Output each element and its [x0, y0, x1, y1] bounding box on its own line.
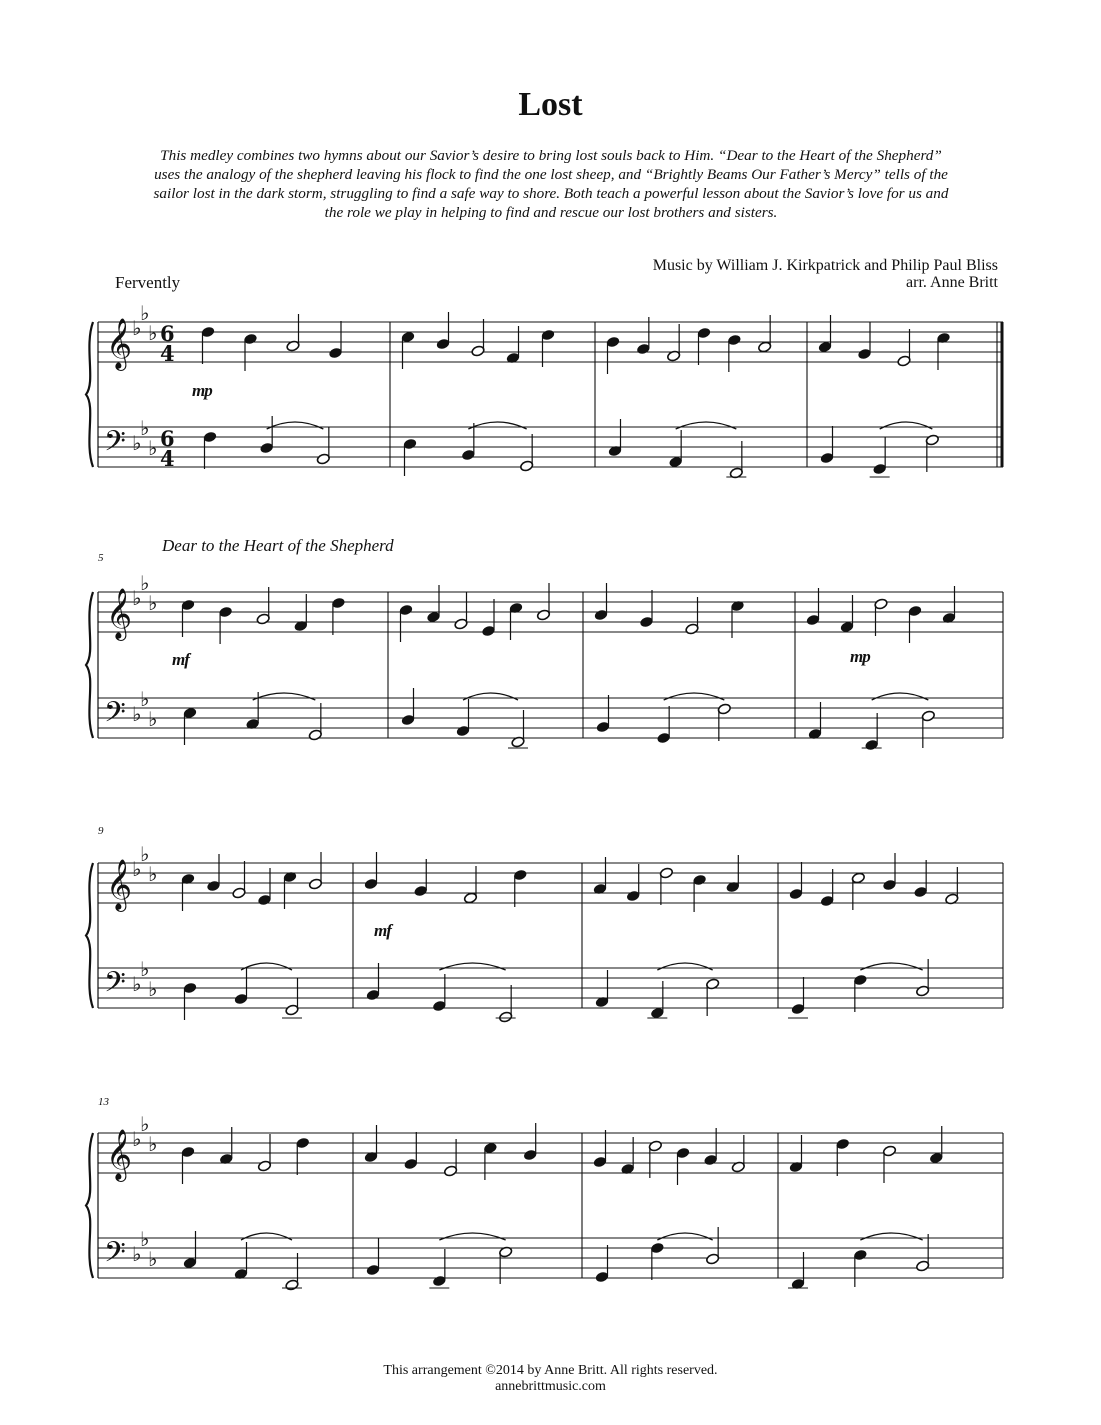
bass-clef: 𝄢	[104, 1236, 126, 1276]
flat-sign: ♭	[148, 591, 158, 615]
system-4	[86, 1112, 1003, 1291]
tie-arc	[241, 1233, 292, 1240]
flat-sign: ♭	[140, 416, 150, 440]
grand-staff-brace	[86, 863, 93, 1008]
tie-arc	[676, 422, 737, 429]
flat-sign: ♭	[148, 1132, 158, 1156]
treble-clef: 𝄞	[106, 318, 133, 369]
tie-arc	[468, 422, 526, 429]
treble-clef: 𝄞	[106, 588, 133, 639]
flat-sign: ♭	[140, 571, 150, 595]
flat-sign: ♭	[132, 431, 142, 455]
tie-arc	[860, 1233, 922, 1240]
flat-sign: ♭	[140, 1112, 150, 1136]
website-text: annebrittmusic.com	[495, 1379, 606, 1394]
measure-number-5: 5	[98, 552, 104, 564]
tie-arc	[253, 693, 316, 700]
tie-arc	[872, 693, 929, 700]
flat-sign: ♭	[140, 687, 150, 711]
dynamic-mf-2: mf	[374, 921, 391, 940]
time-signature-bottom: 4	[160, 341, 175, 366]
system-2	[86, 571, 1003, 751]
grand-staff-brace	[86, 322, 93, 467]
tie-arc	[267, 422, 324, 429]
intro-text: This medley combines two hymns about our Savior’s desire to bring lost souls back to Him. “Dear to the Heart of the Shepherd” uses the analogy of the shepherd leaving his flock to find the one lost sheep, and “Brightly Beams Our Father’s Mercy” tells of the sailor lost in the dark storm, struggling to find a safe way to shore. Both teach a powerful lesson about the Savior’s love for us and the role we play in helping to find and rescue our lost brothers and sisters.	[153, 147, 949, 221]
measure-number-9: 9	[98, 825, 104, 837]
grand-staff-brace	[86, 592, 93, 738]
composer-credit: Music by William J. Kirkpatrick and Philip Paul Bliss	[652, 257, 998, 274]
tempo-marking: Fervently	[115, 273, 181, 292]
treble-clef: 𝄞	[106, 859, 133, 910]
system-1	[86, 301, 1003, 479]
bass-clef: 𝄢	[104, 425, 126, 465]
tie-arc	[463, 693, 518, 700]
tie-arc	[439, 1233, 505, 1240]
flat-sign: ♭	[148, 321, 158, 345]
piece-title: Lost	[518, 86, 583, 123]
flat-sign: ♭	[132, 1242, 142, 1266]
footer	[0, 1363, 1101, 1395]
time-signature-top: 6	[160, 426, 175, 451]
flat-sign: ♭	[132, 702, 142, 726]
flat-sign: ♭	[140, 842, 150, 866]
flat-sign: ♭	[132, 586, 142, 610]
dynamic-mp-1: mp	[192, 381, 212, 400]
measure-number-13: 13	[98, 1096, 109, 1108]
copyright-text: This arrangement ©2014 by Anne Britt. All rights reserved.	[383, 1363, 718, 1378]
section-label: Dear to the Heart of the Shepherd	[162, 536, 394, 555]
flat-sign: ♭	[132, 1127, 142, 1151]
flat-sign: ♭	[148, 977, 158, 1001]
flat-sign: ♭	[140, 301, 150, 325]
bass-clef: 𝄢	[104, 696, 126, 736]
flat-sign: ♭	[148, 436, 158, 460]
system-3	[86, 842, 1003, 1023]
tie-arc	[241, 963, 292, 970]
bass-clef: 𝄢	[104, 966, 126, 1006]
tie-arc	[880, 422, 933, 429]
tie-arc	[860, 963, 922, 970]
arranger-credit: arr. Anne Britt	[906, 274, 998, 291]
time-signature-top: 6	[160, 321, 175, 346]
flat-sign: ♭	[132, 857, 142, 881]
flat-sign: ♭	[148, 1247, 158, 1271]
tie-arc	[657, 1233, 712, 1240]
tie-arc	[664, 693, 725, 700]
tie-arc	[657, 963, 712, 970]
flat-sign: ♭	[132, 316, 142, 340]
flat-sign: ♭	[132, 972, 142, 996]
time-signature-bottom: 4	[160, 446, 175, 471]
dynamic-mp-2: mp	[850, 647, 870, 666]
flat-sign: ♭	[148, 707, 158, 731]
treble-clef: 𝄞	[106, 1129, 133, 1180]
flat-sign: ♭	[140, 957, 150, 981]
flat-sign: ♭	[148, 862, 158, 886]
dynamic-mf-1: mf	[172, 650, 189, 669]
flat-sign: ♭	[140, 1227, 150, 1251]
tie-arc	[439, 963, 505, 970]
grand-staff-brace	[86, 1133, 93, 1278]
